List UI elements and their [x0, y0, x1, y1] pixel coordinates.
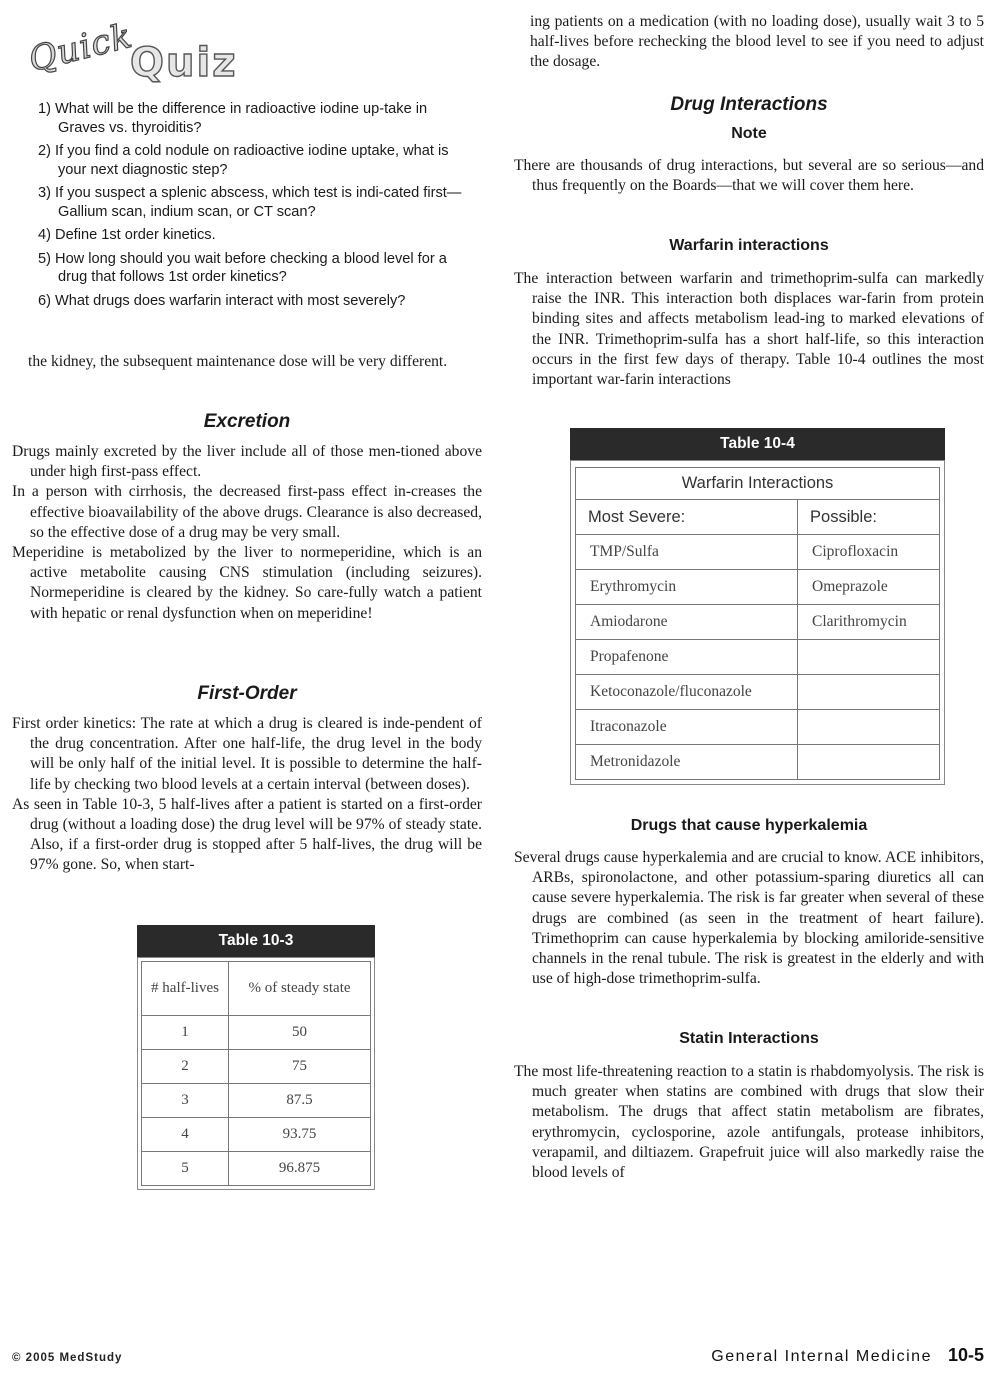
- table-row: [576, 675, 940, 710]
- first-order-paragraph: As seen in Table 10-3, 5 half-lives after a patient is started on a first-order drug (without a loading dose) the drug level will be 97% of steady state. Also, if a first-order drug is stopped after 5 half-lives, the drug will be 97% gone. So, when start-: [12, 795, 482, 874]
- table-cell: [798, 745, 940, 780]
- table-row: [576, 745, 940, 780]
- copyright-footer: © 2005 MedStudy: [12, 1352, 123, 1364]
- table-title: Table 10-4: [570, 428, 945, 460]
- quiz-question: 6) What drugs does warfarin interact with most severely?: [38, 292, 406, 309]
- quick-logo-text: Quick: [24, 15, 137, 81]
- excretion-paragraph: Drugs mainly excreted by the liver include all of those men-tioned above under high first-pass effect.: [12, 443, 482, 481]
- table-cell: 3: [142, 1084, 229, 1118]
- table-cell: Ketoconazole/fluconazole: [576, 675, 798, 710]
- quiz-question: 4) Define 1st order kinetics.: [38, 227, 216, 243]
- table-header-row: [576, 500, 940, 535]
- table-cell: 4: [142, 1118, 229, 1152]
- table-cell: Metronidazole: [576, 745, 798, 780]
- excretion-heading: Excretion: [203, 411, 291, 432]
- table-caption: Warfarin Interactions: [575, 467, 940, 499]
- table-cell: 87.5: [229, 1084, 371, 1118]
- table-row: [576, 640, 940, 675]
- table-cell: Ciprofloxacin: [798, 535, 940, 570]
- continued-paragraph: ing patients on a medication (with no loading dose), usually wait 3 to 5 half-lives before rechecking the blood level to see if you need to adjust the dosage.: [530, 13, 984, 71]
- column-header: # half-lives: [142, 962, 229, 1016]
- table-row: [576, 535, 940, 570]
- excretion-paragraph: In a person with cirrhosis, the decreased first-pass effect in-creases the effective bioavailability of the above drugs. Clearance is also decreased, so the effective dose of a drug may be very small.: [12, 483, 482, 541]
- table-row: [142, 1084, 371, 1118]
- hyperkalemia-paragraph: Several drugs cause hyperkalemia and are crucial to know. ACE inhibitors, ARBs, spironolactone, and other potassium-sparing diuretics all can cause severe hyperkalemia. The risk is far greater when several of these drugs are combined (as seen in the treatment of heart failure). Trimethoprim can cause hyperkalemia by blocking amiloride-sensitive channels in the renal tubule. The risk is greatest in the elderly and with use of high-dose trimethoprim-sulfa.: [514, 849, 984, 988]
- table-cell: [798, 710, 940, 745]
- table-cell: Clarithromycin: [798, 605, 940, 640]
- table-row: [142, 1118, 371, 1152]
- excretion-paragraph: Meperidine is metabolized by the liver to normeperidine, which is an active metabolite causing CNS stimulation (including seizures). Normeperidine is cleared by the kidney. So care-fully watch a patient with hepatic or renal dysfunction when on meperidine!: [12, 544, 482, 622]
- column-header: Most Severe:: [576, 500, 798, 535]
- note-paragraph: There are thousands of drug interactions, but several are so serious—and thus frequently on the Boards—that we will cover them here.: [514, 157, 984, 195]
- first-order-paragraph: First order kinetics: The rate at which a drug is cleared is inde-pendent of the drug concentration. After one half-life, the drug level in the body will be only half of the initial level. It is possible to determine the half-life by checking two blood levels at a certain interval (between doses).: [12, 715, 482, 793]
- table-cell: [798, 640, 940, 675]
- table-10-4: [570, 428, 945, 785]
- table-cell: 93.75: [229, 1118, 371, 1152]
- quick-quiz-logo: [22, 15, 252, 88]
- quiz-question: 5) How long should you wait before checking a blood level for a drug that follows 1st order kinetics?: [38, 250, 447, 285]
- quiz-question: 1) What will be the difference in radioactive iodine up-take in Graves vs. thyroiditis?: [38, 101, 428, 136]
- table-cell: 5: [142, 1152, 229, 1186]
- table-frame: [570, 460, 945, 785]
- quiz-logo-text: Quiz: [130, 40, 238, 86]
- first-order-heading: First-Order: [197, 683, 297, 704]
- column-header: Possible:: [798, 500, 940, 535]
- first-order-section: [12, 714, 482, 876]
- table-10-3: [137, 925, 375, 1190]
- page-number: 10-5: [947, 1345, 984, 1365]
- table-row: [142, 1152, 371, 1186]
- column-header: % of steady state: [229, 962, 371, 1016]
- warfarin-heading: Warfarin interactions: [669, 237, 829, 254]
- table-cell: 50: [229, 1016, 371, 1050]
- excretion-section: [12, 442, 482, 624]
- table-cell: Amiodarone: [576, 605, 798, 640]
- table-cell: TMP/Sulfa: [576, 535, 798, 570]
- table-cell: Omeprazole: [798, 570, 940, 605]
- table-cell: 2: [142, 1050, 229, 1084]
- quiz-question: 2) If you find a cold nodule on radioactive iodine uptake, what is your next diagnostic step?: [38, 143, 449, 178]
- page-footer: [711, 1345, 984, 1366]
- section-name: General Internal Medicine: [711, 1348, 932, 1365]
- statin-paragraph: The most life-threatening reaction to a statin is rhabdomyolysis. The risk is much greater when statins are combined with drugs that slow their metabolism. The drugs that affect statin metabolism are fibrates, erythromycin, cyclosporine, azole antifungals, protease inhibitors, verapamil, and diltiazem. Grapefruit juice will also markedly raise the blood levels of: [514, 1063, 984, 1182]
- table-row: [142, 1016, 371, 1050]
- quiz-question: 3) If you suspect a splenic abscess, which test is indi-cated first—Gallium scan, indium scan, or CT scan?: [38, 185, 462, 220]
- warfarin-interactions-table: [575, 499, 940, 780]
- note-heading: Note: [731, 125, 767, 142]
- table-row: [576, 710, 940, 745]
- hyperkalemia-heading: Drugs that cause hyperkalemia: [630, 817, 868, 834]
- half-life-table: [141, 961, 371, 1186]
- quiz-question-list: [38, 100, 478, 315]
- table-row: [576, 570, 940, 605]
- warfarin-paragraph: The interaction between warfarin and trimethoprim-sulfa can markedly raise the INR. This interaction both displaces war-farin from protein binding sites and affects metabolism lead-ing to marked elevations of the INR. Trimethoprim-sulfa has a short half-life, so this interaction occurs in the first few days of therapy. Table 10-4 outlines the most important war-farin interactions: [514, 270, 984, 389]
- drug-interactions-heading: Drug Interactions: [670, 94, 828, 115]
- table-cell: 96.875: [229, 1152, 371, 1186]
- table-cell: 1: [142, 1016, 229, 1050]
- table-header-row: [142, 962, 371, 1016]
- table-title: Table 10-3: [137, 925, 375, 957]
- table-row: [576, 605, 940, 640]
- table-cell: Erythromycin: [576, 570, 798, 605]
- table-cell: [798, 675, 940, 710]
- table-row: [142, 1050, 371, 1084]
- table-cell: Itraconazole: [576, 710, 798, 745]
- table-frame: [137, 957, 375, 1190]
- statin-heading: Statin Interactions: [679, 1030, 819, 1047]
- intro-paragraph: the kidney, the subsequent maintenance dose will be very different.: [28, 353, 448, 370]
- table-cell: Propafenone: [576, 640, 798, 675]
- table-cell: 75: [229, 1050, 371, 1084]
